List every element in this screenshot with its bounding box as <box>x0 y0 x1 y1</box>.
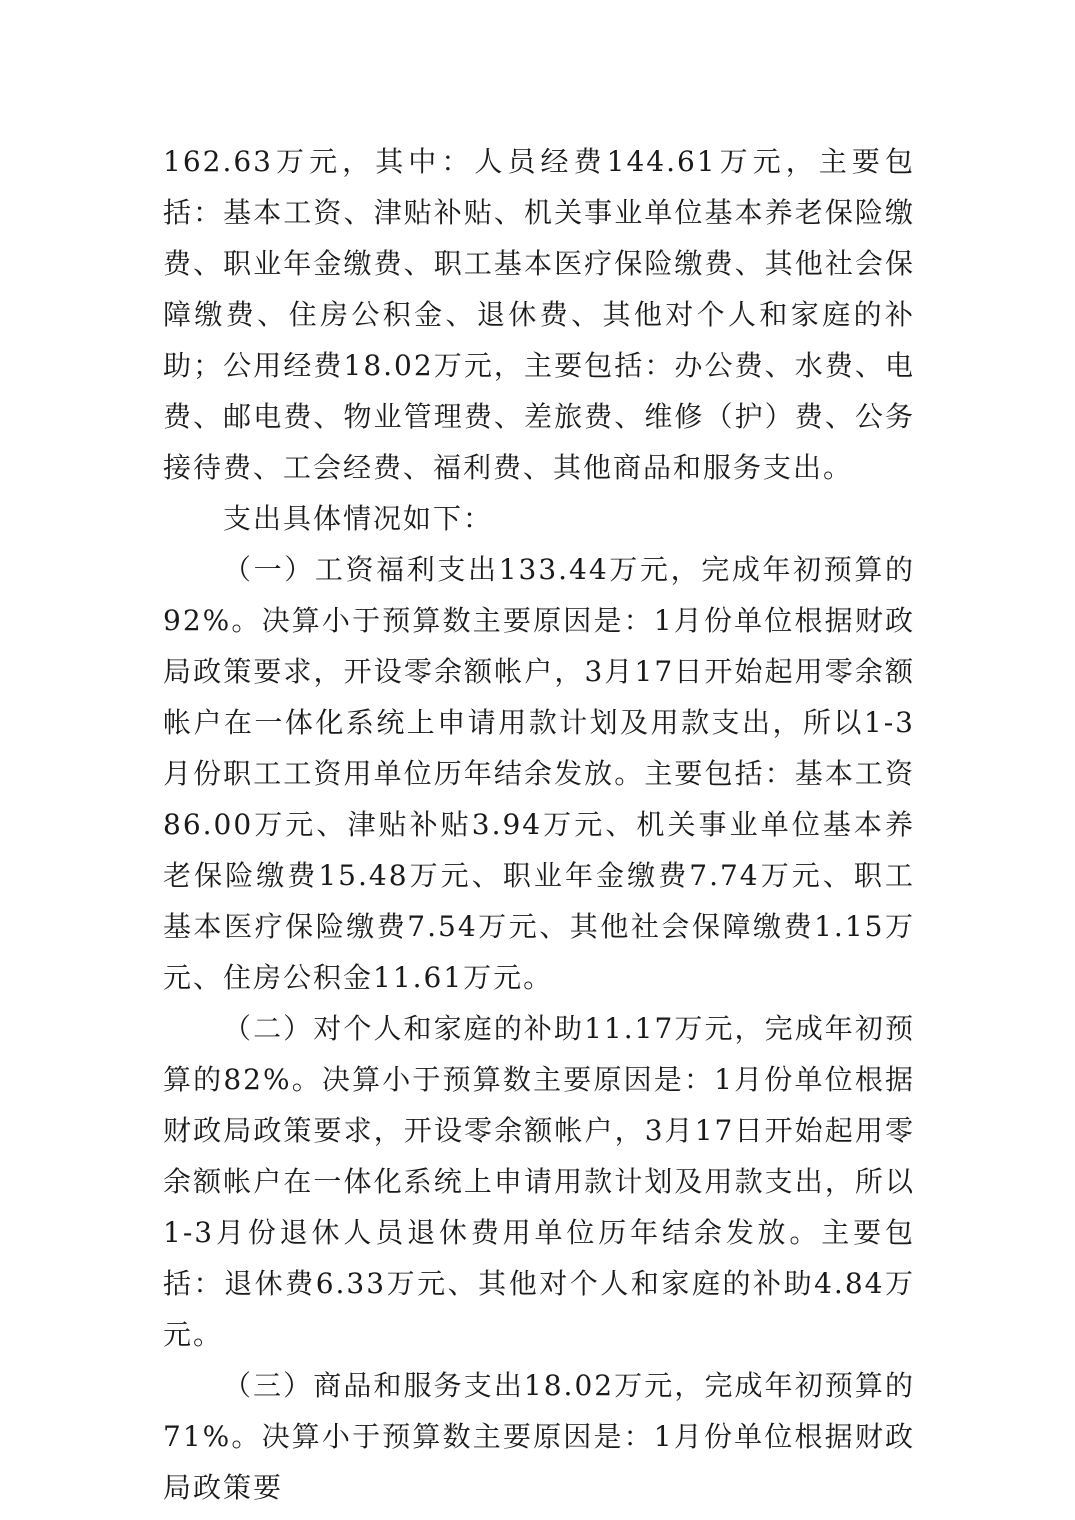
paragraph-goods-services: （三）商品和服务支出18.02万元，完成年初预算的71%。决算小于预算数主要原因是：1月份单位根据财政局政策要 <box>163 1369 915 1504</box>
paragraph-household-subsidy: （二）对个人和家庭的补助11.17万元，完成年初预算的82%。决算小于预算数主要原因是：1月份单位根据财政局政策要求，开设零余额帐户，3月17日开始起用零余额帐户在一体化系统上申请用款计划及用款支出，所以1-3月份退休人员退休费用单位历年结余发放。主要包括：退休费6.33万元、其他对个人和家庭的补助4.84万元。 <box>163 1012 915 1351</box>
paragraph-details-intro: 支出具体情况如下： <box>223 502 494 535</box>
document-body <box>163 136 915 1513</box>
paragraph-salary-welfare: （一）工资福利支出133.44万元，完成年初预算的92%。决算小于预算数主要原因是：1月份单位根据财政局政策要求，开设零余额帐户，3月17日开始起用零余额帐户在一体化系统上申请用款计划及用款支出，所以1-3月份职工工资用单位历年结余发放。主要包括：基本工资86.00万元、津贴补贴3.94万元、机关事业单位基本养老保险缴费15.48万元、职业年金缴费7.74万元、职工基本医疗保险缴费7.54万元、其他社会保障缴费1.15万元、住房公积金11.61万元。 <box>163 553 915 994</box>
paragraph-expense-summary: 162.63万元，其中：人员经费144.61万元，主要包括：基本工资、津贴补贴、机关事业单位基本养老保险缴费、职业年金缴费、职工基本医疗保险缴费、其他社会保障缴费、住房公积金、退休费、其他对个人和家庭的补助；公用经费18.02万元，主要包括：办公费、水费、电费、邮电费、物业管理费、差旅费、维修（护）费、公务接待费、工会经费、福利费、其他商品和服务支出。 <box>163 145 915 484</box>
